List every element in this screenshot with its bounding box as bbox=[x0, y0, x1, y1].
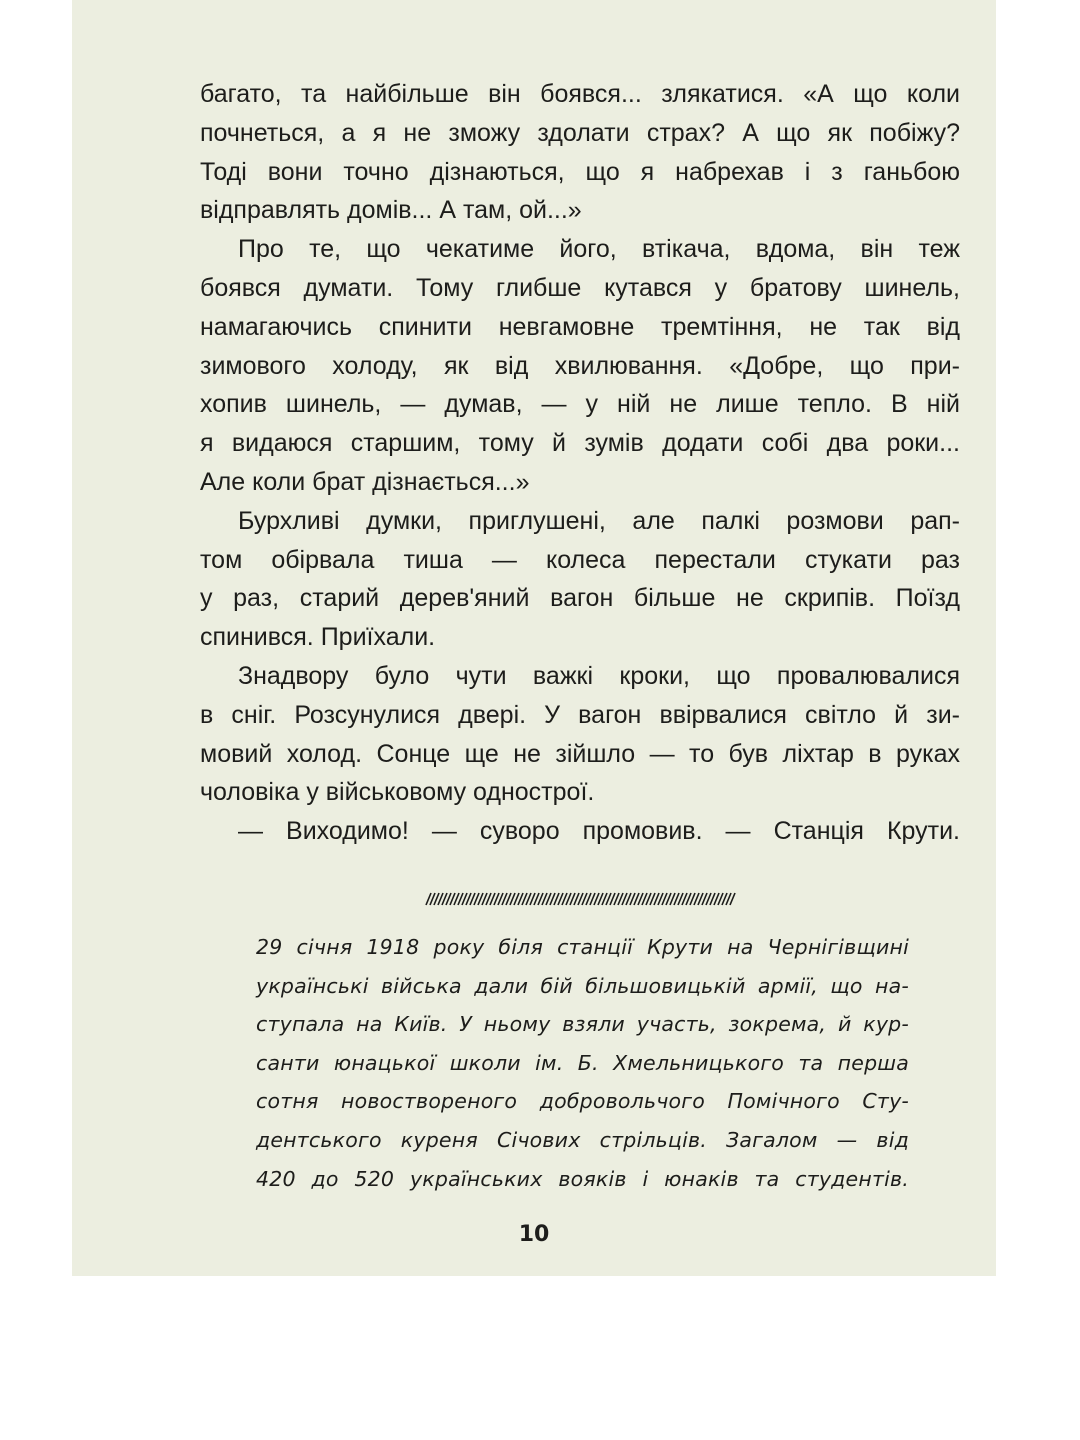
paragraph bbox=[200, 657, 960, 812]
text-line: Про те, що чекатиме його, втікача, вдома, він теж bbox=[238, 235, 960, 264]
page-number: 10 bbox=[518, 1222, 550, 1247]
historical-footnote bbox=[256, 928, 909, 1198]
footnote-line: 29 січня 1918 року біля станції Крути на Чернігівщині bbox=[256, 935, 909, 959]
text-line: Бурхливі думки, приглушені, але палкі розмови рап- bbox=[238, 506, 960, 535]
text-line: мовий холод. Сонце ще не зійшло — то був ліхтар в руках bbox=[200, 739, 960, 768]
footnote-line: українські війська дали бій більшовицькій армії, що на- bbox=[256, 973, 909, 998]
text-line: Але коли брат дізнається...» bbox=[200, 467, 530, 496]
text-line: у раз, старий дерев'яний вагон більше не скрипів. Поїзд bbox=[200, 584, 960, 613]
text-line: відправлять домів... А там, ой...» bbox=[200, 196, 582, 225]
text-line: я видаюся старшим, тому й зумів додати собі два роки... bbox=[200, 429, 960, 458]
text-line: намагаючись спинити невгамовне тремтіння, не так від bbox=[200, 312, 960, 341]
footnote-line: 420 до 520 українських вояків і юнаків та студентів. bbox=[256, 1166, 909, 1191]
text-line: почнеться, а я не зможу здолати страх? А що як побіжу? bbox=[200, 118, 960, 147]
text-line: хопив шинель, — думав, — у ній не лише тепло. В ній bbox=[200, 390, 960, 419]
text-line: боявся думати. Тому глибше кутався у братову шинель, bbox=[200, 273, 960, 302]
main-text bbox=[200, 75, 960, 851]
text-line: том обірвала тиша — колеса перестали стукати раз bbox=[200, 545, 960, 574]
text-line: зимового холоду, як від хвилювання. «Добре, що при- bbox=[200, 351, 960, 380]
text-line: чоловіка у військовому однострої. bbox=[200, 778, 595, 807]
footnote-line: ступала на Київ. У ньому взяли участь, зокрема, й кур- bbox=[256, 1012, 909, 1037]
paragraph bbox=[200, 812, 960, 851]
text-line: багато, та найбільше він боявся... злякатися. «А що коли bbox=[200, 80, 960, 108]
text-line: в сніг. Розсунулися двері. У вагон ввірвалися світло й зи- bbox=[200, 700, 960, 729]
hatched-divider bbox=[422, 892, 736, 906]
footnote-line: сотня новоствореного добровольчого Помічного Сту- bbox=[256, 1089, 909, 1114]
text-line: Знадвору було чути важкі кроки, що провалювалися bbox=[238, 661, 960, 690]
paragraph bbox=[200, 230, 960, 502]
footnote-line: санти юнацької школи ім. Б. Хмельницького та перша bbox=[256, 1050, 909, 1075]
book-page bbox=[72, 0, 996, 1276]
text-line: спинився. Приїхали. bbox=[200, 623, 436, 652]
text-line: Тоді вони точно дізнаються, що я набрехав і з ганьбою bbox=[200, 157, 960, 186]
text-line: — Виходимо! — суворо промовив. — Станція Крути. bbox=[238, 817, 960, 846]
footnote-line: дентського куреня Січових стрільців. Загалом — від bbox=[256, 1127, 909, 1152]
paragraph bbox=[200, 75, 960, 230]
paragraph bbox=[200, 502, 960, 657]
